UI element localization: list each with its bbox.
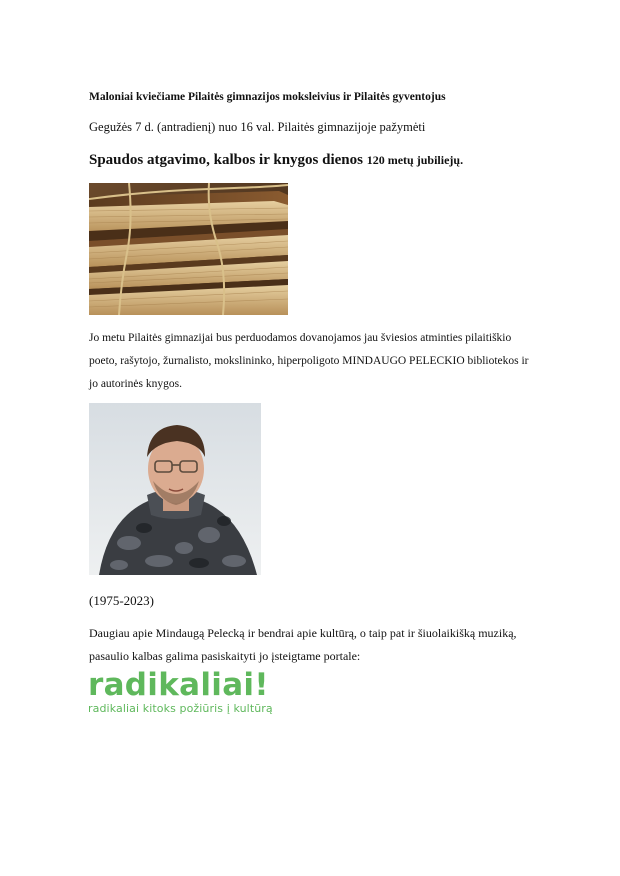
radikaliai-logo[interactable] xyxy=(88,668,273,715)
description-line: Jo metu Pilaitės gimnazijai bus perduodamos dovanojamos jau šviesios atminties pilaitiškio xyxy=(89,332,512,344)
more-info-line: Daugiau apie Mindaugą Pelecką ir bendrai apie kultūrą, o taip pat ir šiuolaikišką muziką, xyxy=(89,626,517,640)
description-line: poeto, rašytojo, žurnalisto, mokslininko, hiperpoligoto MINDAUGO PELECKIO bibliotekos ir xyxy=(89,355,529,367)
event-description xyxy=(89,327,539,396)
event-dateline: Gegužės 7 d. (antradienį) nuo 16 val. Pilaitės gimnazijoje pažymėti xyxy=(89,120,426,134)
life-years: (1975-2023) xyxy=(89,593,154,608)
headline-anniversary: 120 metų jubiliejų. xyxy=(366,153,464,167)
logo-wordmark: radikaliai! xyxy=(88,667,269,703)
books-photo xyxy=(89,183,288,315)
logo-tagline: radikaliai kitoks požiūris į kultūrą xyxy=(88,702,273,715)
event-headline xyxy=(89,152,463,169)
headline-main: Spaudos atgavimo, kalbos ir knygos dienos xyxy=(89,152,363,168)
invitation-line: Maloniai kviečiame Pilaitės gimnazijos moksleivius ir Pilaitės gyventojus xyxy=(89,91,446,103)
more-info-line: pasaulio kalbas galima pasiskaityti jo įsteigtame portale: xyxy=(89,649,361,663)
portrait-photo xyxy=(89,403,261,575)
more-info-text xyxy=(89,622,559,668)
description-line: jo autorinės knygos. xyxy=(89,378,182,390)
